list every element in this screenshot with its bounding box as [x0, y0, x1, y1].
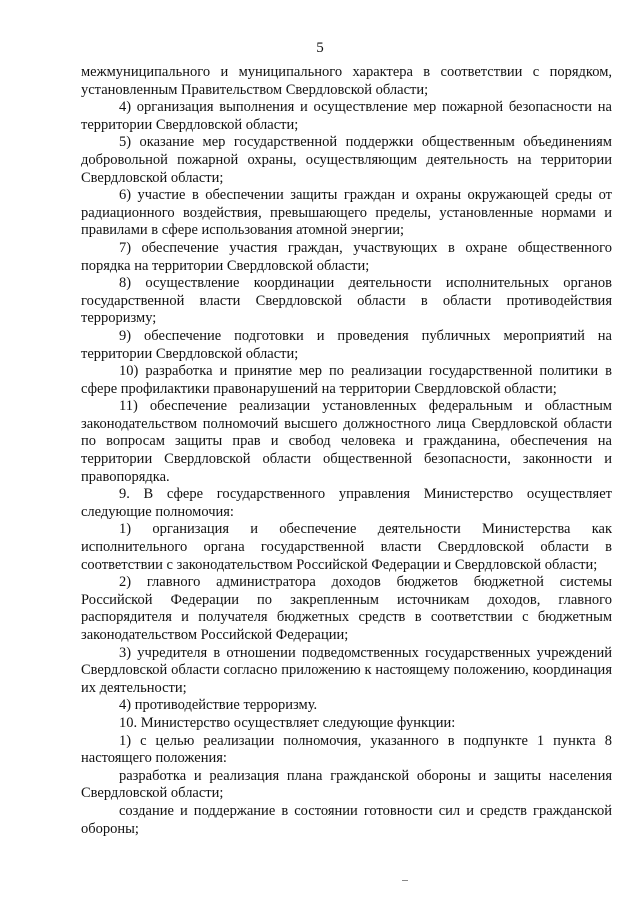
section-9-item-2: 2) главного администратора доходов бюджетов бюджетной системы Российской Федерации по закрепленным источникам доходов, главного распорядителя и получателя бюджетных средств в соответствии с бюджетным законодательством Российской Федерации;	[81, 574, 612, 643]
scan-artifact-mark	[402, 880, 408, 885]
section-9-item-1: 1) организация и обеспечение деятельности Министерства как исполнительного органа государственной власти Свердловской области в соответствии с законодательством Российской Федерации и Свердловской области;	[81, 521, 612, 573]
paragraph-item-4: 4) организация выполнения и осуществление мер пожарной безопасности на территории Свердловской области;	[81, 99, 612, 133]
section-10-heading: 10. Министерство осуществляет следующие функции:	[119, 714, 456, 731]
section-9-item-4: 4) противодействие терроризму.	[119, 697, 318, 714]
paragraph-item-8: 8) осуществление координации деятельности исполнительных органов государственной власти Свердловской области в области противодействия терроризму;	[81, 275, 612, 327]
paragraph-item-7: 7) обеспечение участия граждан, участвующих в охране общественного порядка на территории Свердловской области;	[81, 239, 612, 274]
paragraph-item-11: 11) обеспечение реализации установленных федеральным и областным законодательством полномочий высшего должностного лица Свердловской области по вопросам защиты прав и свобод человека и гражданина, обеспечения на территории Свердловской области общественной безопасности, законности и правопорядка.	[81, 398, 612, 485]
section-10-subitem-readiness: создание и поддержание в состоянии готовности сил и средств гражданской обороны;	[81, 802, 612, 837]
paragraph-item-6: 6) участие в обеспечении защиты граждан и охраны окружающей среды от радиационного воздействия, превышающего пределы, установленные нормами и правилами в сфере использования атомной энергии;	[81, 187, 612, 239]
document-body	[81, 64, 612, 838]
section-9-item-3: 3) учредителя в отношении подведомственных государственных учреждений Свердловской области согласно приложению к настоящему положению, координация их деятельности;	[81, 644, 612, 696]
section-10-item-1: 1) с целью реализации полномочия, указанного в подпункте 1 пункта 8 настоящего положения:	[81, 732, 612, 767]
section-9-heading: 9. В сфере государственного управления Министерство осуществляет следующие полномочия:	[81, 486, 612, 520]
paragraph-item-9: 9) обеспечение подготовки и проведения публичных мероприятий на территории Свердловской области;	[81, 327, 612, 362]
section-10-subitem-plan: разработка и реализация плана гражданской обороны и защиты населения Свердловской области;	[81, 767, 612, 802]
paragraph-item-10: 10) разработка и принятие мер по реализации государственной политики в сфере профилактики правонарушений на территории Свердловской области;	[81, 363, 612, 397]
page-number: 5	[316, 40, 324, 56]
paragraph-item-5: 5) оказание мер государственной поддержки общественным объединениям добровольной пожарной охраны, осуществляющим деятельность на территории Свердловской области;	[81, 134, 612, 186]
paragraph-continuation: межмуниципального и муниципального характера в соответствии с порядком, установленным Правительством Свердловской области;	[81, 64, 612, 98]
